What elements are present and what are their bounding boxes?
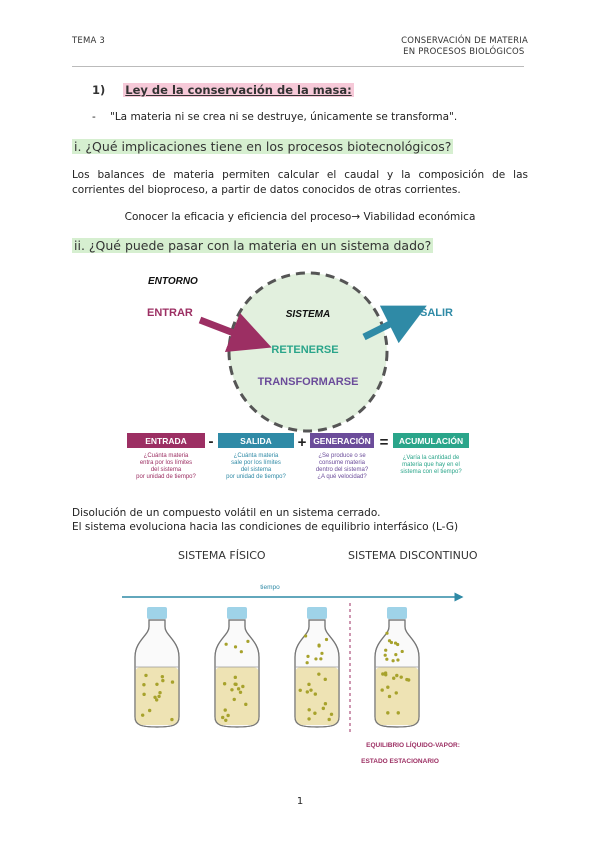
liquid-dot <box>158 691 161 694</box>
liquid-dot <box>395 691 398 694</box>
liquid-dot <box>142 683 145 686</box>
liquid-dot <box>307 708 310 711</box>
system-label: SISTEMA <box>285 309 331 320</box>
gas-dot <box>396 658 399 661</box>
acumulacion-q1: ¿Varía la cantidad de <box>402 455 460 461</box>
salida-q3: del sistema <box>240 467 272 473</box>
gas-dot <box>240 650 243 653</box>
header-topic: TEMA 3 <box>72 36 106 46</box>
generacion-q3: dentro del sistema? <box>315 467 369 473</box>
liquid-dot <box>221 716 224 719</box>
environment-label: ENTORNO <box>148 276 198 287</box>
entrada-q3: del sistema <box>150 467 182 473</box>
liquid-dot <box>307 683 310 686</box>
gas-dot <box>320 652 323 655</box>
header-title-line2: EN PROCESOS BIOLÓGICOS <box>403 47 525 57</box>
section-number: 1) <box>92 83 106 97</box>
closed-system-text <box>72 506 532 534</box>
question2-heading: ii. ¿Qué puede pasar con la materia en un sistema dado? <box>74 238 432 253</box>
generacion-q1: ¿Se produce o se <box>318 453 366 459</box>
bottle-cap <box>227 607 247 619</box>
liquid-dot <box>155 683 158 686</box>
acumulacion-q3: sistema con el tiempo? <box>400 469 462 475</box>
gas-dot <box>384 649 387 652</box>
gas-dot <box>246 640 249 643</box>
liquid-dot <box>153 696 156 699</box>
liquid-dot <box>299 689 302 692</box>
liquid-dot <box>309 688 312 691</box>
gas-dot <box>325 638 328 641</box>
liquid-dot <box>237 687 240 690</box>
liquid-dot <box>380 688 383 691</box>
bottle <box>135 607 179 727</box>
liquid-dot <box>224 719 227 722</box>
liquid-dot <box>244 703 247 706</box>
gas-dot <box>385 658 388 661</box>
retain-label: RETENERSE <box>271 344 339 356</box>
bottle <box>375 607 419 727</box>
liquid-dot <box>386 711 389 714</box>
bottle-liquid <box>295 667 339 725</box>
gas-dot <box>306 655 309 658</box>
liquid-dot <box>233 698 236 701</box>
liquid-dot <box>170 718 173 721</box>
question1-heading: i. ¿Qué implicaciones tiene en los procesos biotecnológicos? <box>74 139 452 154</box>
gas-dot <box>306 661 309 664</box>
liquid-dot <box>327 718 330 721</box>
liquid-dot <box>307 717 310 720</box>
gas-dot <box>392 659 395 662</box>
liquid-dot <box>314 692 317 695</box>
closed-system-line2: El sistema evoluciona hacia las condiciones de equilibrio interfásico (L-G) <box>72 521 459 533</box>
gas-dot <box>319 657 322 660</box>
liquid-dot <box>157 695 160 698</box>
liquid-dot <box>141 713 144 716</box>
transform-label: TRANSFORMARSE <box>257 376 359 388</box>
liquid-dot <box>161 675 164 678</box>
salida-q4: por unidad de tiempo? <box>226 474 286 480</box>
generacion-q4: ¿A qué velocidad? <box>317 474 367 480</box>
liquid-dot <box>322 707 325 710</box>
liquid-dot <box>384 671 387 674</box>
enter-label: ENTRAR <box>147 307 193 319</box>
section-title: Ley de la conservación de la masa: <box>125 83 352 97</box>
salida-q2: sale por los límites <box>231 460 281 466</box>
salida-q1: ¿Cuánta materia <box>233 453 279 459</box>
bullet-dash: - <box>92 111 96 123</box>
liquid-dot <box>313 712 316 715</box>
liquid-dot <box>306 690 309 693</box>
liquid-dot <box>317 672 320 675</box>
entrada-q2: entra por los límites <box>139 460 193 466</box>
liquid-dot <box>388 695 391 698</box>
question1-conclusion: Conocer la eficacia y eficiencia del proceso→ Viabilidad económica <box>124 211 476 223</box>
liquid-dot <box>392 677 395 680</box>
liquid-dot <box>234 683 237 686</box>
liquid-dot <box>224 708 227 711</box>
time-label: tiempo <box>260 584 280 591</box>
closed-system-line1: Disolución de un compuesto volátil en un sistema cerrado. <box>72 507 381 519</box>
gas-dot <box>234 645 237 648</box>
exit-label: SALIR <box>420 307 453 319</box>
gas-dot <box>317 644 320 647</box>
liquid-dot <box>239 691 242 694</box>
liquid-dot <box>161 679 164 682</box>
bottle <box>215 607 259 727</box>
operator-plus: + <box>297 434 307 451</box>
gas-dot <box>304 634 307 637</box>
bottle <box>295 607 339 727</box>
liquid-dot <box>386 686 389 689</box>
gas-dot <box>384 654 387 657</box>
liquid-dot <box>171 680 174 683</box>
entrada-q1: ¿Cuánta materia <box>143 453 189 459</box>
gas-dot <box>225 643 228 646</box>
operator-minus: - <box>208 433 214 450</box>
liquid-dot <box>395 674 398 677</box>
header-title-line1: CONSERVACIÓN DE MATERIA <box>401 36 528 46</box>
law-quote: "La materia ni se crea ni se destruye, únicamente se transforma". <box>110 111 458 123</box>
liquid-dot <box>223 682 226 685</box>
equilibrium-label-line1: EQUILIBRIO LÍQUIDO-VAPOR: <box>366 742 460 749</box>
gas-dot <box>388 639 391 642</box>
term-generacion-label: GENERACIÓN <box>313 436 371 446</box>
physical-system-label: SISTEMA FÍSICO <box>178 549 266 562</box>
discontinuous-system-label: SISTEMA DISCONTINUO <box>348 549 478 562</box>
section-heading <box>92 83 354 97</box>
page-number: 1 <box>296 796 304 807</box>
term-acumulacion-label: ACUMULACIÓN <box>398 436 464 446</box>
gas-dot <box>314 657 317 660</box>
liquid-dot <box>397 711 400 714</box>
question1-paragraph: Los balances de materia permiten calcular el caudal y la composición de las corrientes del bioproceso, a partir de datos conocidos de otras corrientes. <box>72 169 528 196</box>
liquid-dot <box>230 688 233 691</box>
liquid-dot <box>226 714 229 717</box>
generacion-q2: consume materia <box>318 460 366 466</box>
entrada-q4: por unidad de tiempo? <box>136 474 196 480</box>
header-divider <box>72 66 524 67</box>
bottles-row <box>135 607 419 727</box>
liquid-dot <box>234 676 237 679</box>
liquid-dot <box>148 709 151 712</box>
header-title <box>401 36 528 58</box>
liquid-dot <box>324 678 327 681</box>
term-questions <box>136 453 462 480</box>
bottles-figure <box>0 575 600 775</box>
system-diagram <box>0 265 600 495</box>
liquid-dot <box>324 702 327 705</box>
term-entrada-label: ENTRADA <box>145 436 187 446</box>
term-salida-label: SALIDA <box>240 436 272 446</box>
bottle-cap <box>387 607 407 619</box>
acumulacion-q2: materia que hay en el <box>402 462 460 468</box>
bottle-cap <box>307 607 327 619</box>
liquid-dot <box>142 693 145 696</box>
bottle-cap <box>147 607 167 619</box>
gas-dot <box>394 653 397 656</box>
gas-dot <box>401 650 404 653</box>
liquid-dot <box>400 675 403 678</box>
operator-equals: = <box>379 434 389 451</box>
liquid-dot <box>405 678 408 681</box>
gas-dot <box>396 643 399 646</box>
liquid-dot <box>241 685 244 688</box>
law-bullet <box>92 111 457 123</box>
liquid-dot <box>330 713 333 716</box>
liquid-dot <box>144 674 147 677</box>
equilibrium-label-line2: ESTADO ESTACIONARIO <box>361 758 439 765</box>
gas-dot <box>385 632 388 635</box>
